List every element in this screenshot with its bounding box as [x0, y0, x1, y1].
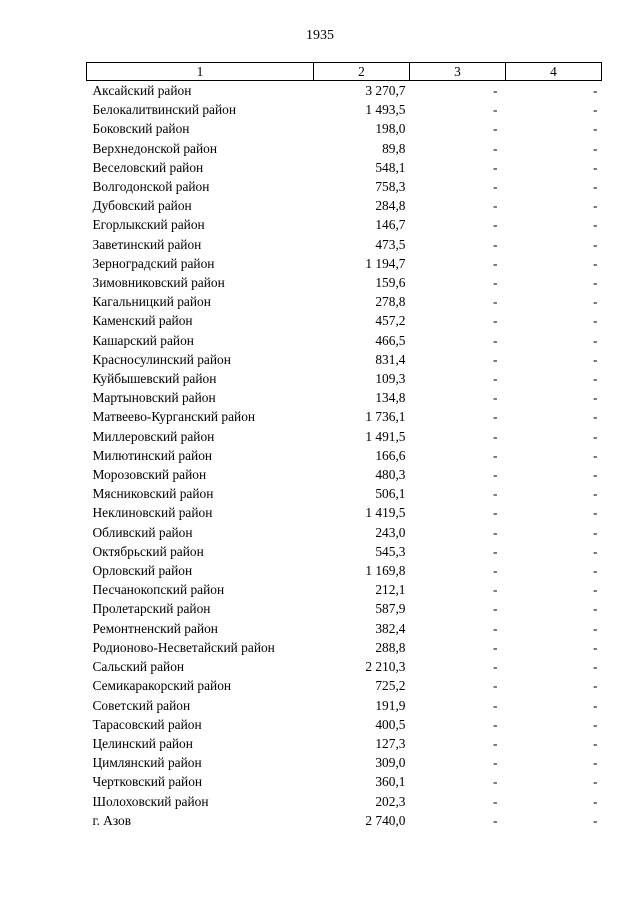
value-col-3: -	[493, 159, 498, 175]
value-col-2: 191,9	[375, 697, 406, 713]
district-name: Аксайский район	[92, 83, 192, 98]
table-row	[87, 523, 602, 542]
value-col-2: 243,0	[375, 524, 406, 540]
table-row	[87, 100, 602, 119]
value-col-2: 1 169,8	[365, 563, 406, 579]
value-col-2: 309,0	[375, 755, 406, 771]
value-col-4: -	[593, 697, 598, 713]
value-col-2: 548,1	[375, 159, 406, 175]
table-row	[87, 715, 602, 734]
value-col-2: 1 194,7	[365, 255, 406, 271]
value-col-3: -	[493, 563, 498, 579]
value-col-4: -	[593, 774, 598, 790]
value-col-4: -	[593, 543, 598, 559]
table-row	[87, 753, 602, 772]
table-row	[87, 696, 602, 715]
value-col-3: -	[493, 83, 498, 98]
value-col-3: -	[493, 428, 498, 444]
header-col-3: 3	[410, 63, 506, 81]
table-row	[87, 484, 602, 503]
district-name: Миллеровский район	[92, 428, 215, 444]
value-col-3: -	[493, 678, 498, 694]
district-name: Белокалитвинский район	[92, 102, 237, 118]
value-col-3: -	[493, 467, 498, 483]
district-name: Милютинский район	[92, 447, 213, 463]
value-col-4: -	[593, 179, 598, 195]
value-col-4: -	[593, 486, 598, 502]
value-col-2: 382,4	[375, 620, 406, 636]
table-row	[87, 81, 602, 101]
value-col-2: 545,3	[375, 543, 406, 559]
value-col-3: -	[493, 371, 498, 387]
district-name: Цимлянский район	[92, 755, 202, 771]
value-col-2: 278,8	[375, 294, 406, 310]
value-col-4: -	[593, 735, 598, 751]
value-col-4: -	[593, 428, 598, 444]
table-row	[87, 446, 602, 465]
value-col-2: 1 491,5	[365, 428, 406, 444]
value-col-3: -	[493, 639, 498, 655]
data-table	[86, 62, 602, 830]
district-name: Ремонтненский район	[92, 620, 218, 636]
district-name: Куйбышевский район	[92, 371, 217, 387]
table-row	[87, 503, 602, 522]
value-col-2: 1 419,5	[365, 505, 406, 521]
district-name: Тарасовский район	[92, 716, 202, 732]
district-name: Семикаракорский район	[92, 678, 232, 694]
value-col-2: 89,8	[382, 140, 406, 156]
value-col-2: 284,8	[375, 198, 406, 214]
value-col-2: 198,0	[375, 121, 406, 137]
value-col-3: -	[493, 121, 498, 137]
value-col-4: -	[593, 563, 598, 579]
district-name: Волгодонской район	[92, 179, 210, 195]
value-col-3: -	[493, 255, 498, 271]
table-row	[87, 254, 602, 273]
value-col-4: -	[593, 716, 598, 732]
district-name: Заветинский район	[92, 236, 202, 252]
district-name: Целинский район	[92, 735, 193, 751]
value-col-3: -	[493, 716, 498, 732]
district-name: Дубовский район	[92, 198, 192, 214]
table-row	[87, 273, 602, 292]
table-row	[87, 292, 602, 311]
value-col-2: 725,2	[375, 678, 406, 694]
value-col-2: 758,3	[375, 179, 406, 195]
district-name: Песчанокопский район	[92, 582, 225, 598]
value-col-3: -	[493, 236, 498, 252]
value-col-4: -	[593, 159, 598, 175]
value-col-2: 400,5	[375, 716, 406, 732]
value-col-4: -	[593, 755, 598, 771]
value-col-2: 212,1	[375, 582, 406, 598]
value-col-2: 480,3	[375, 467, 406, 483]
value-col-3: -	[493, 735, 498, 751]
value-col-4: -	[593, 505, 598, 521]
value-col-3: -	[493, 313, 498, 329]
header-col-1: 1	[87, 63, 314, 81]
value-col-3: -	[493, 697, 498, 713]
district-name: Неклиновский район	[92, 505, 213, 521]
page-number: 1935	[306, 28, 334, 43]
value-col-3: -	[493, 179, 498, 195]
value-col-3: -	[493, 793, 498, 809]
value-col-2: 202,3	[375, 793, 406, 809]
table-row	[87, 177, 602, 196]
value-col-3: -	[493, 659, 498, 675]
value-col-3: -	[493, 102, 498, 118]
value-col-3: -	[493, 351, 498, 367]
value-col-2: 360,1	[375, 774, 406, 790]
value-col-4: -	[593, 582, 598, 598]
district-name: Кагальницкий район	[92, 294, 211, 310]
value-col-3: -	[493, 755, 498, 771]
value-col-3: -	[493, 543, 498, 559]
value-col-4: -	[593, 447, 598, 463]
district-name: Сальский район	[92, 659, 185, 675]
district-name: Советский район	[92, 697, 191, 713]
district-name: Веселовский район	[92, 159, 204, 175]
value-col-2: 146,7	[375, 217, 406, 233]
table-row	[87, 599, 602, 618]
table-row	[87, 196, 602, 215]
value-col-2: 1 736,1	[365, 409, 406, 425]
value-col-2: 1 493,5	[365, 102, 406, 118]
value-col-4: -	[593, 639, 598, 655]
value-col-2: 2 740,0	[365, 812, 406, 828]
value-col-2: 159,6	[375, 275, 406, 291]
value-col-2: 831,4	[375, 351, 406, 367]
value-col-2: 457,2	[375, 313, 406, 329]
table-row	[87, 388, 602, 407]
table-row	[87, 619, 602, 638]
value-col-4: -	[593, 198, 598, 214]
value-col-4: -	[593, 409, 598, 425]
table-row	[87, 119, 602, 138]
value-col-2: 587,9	[375, 601, 406, 617]
district-name: Кашарский район	[92, 332, 194, 348]
value-col-3: -	[493, 447, 498, 463]
value-col-3: -	[493, 774, 498, 790]
table-row	[87, 427, 602, 446]
header-col-2: 2	[314, 63, 410, 81]
value-col-4: -	[593, 678, 598, 694]
value-col-2: 2 210,3	[365, 659, 406, 675]
table-row	[87, 215, 602, 234]
value-col-4: -	[593, 390, 598, 406]
table-row	[87, 465, 602, 484]
table-row	[87, 311, 602, 330]
table-header	[87, 63, 602, 81]
value-col-3: -	[493, 409, 498, 425]
table-row	[87, 792, 602, 811]
district-name: Родионово-Несветайский район	[92, 639, 275, 655]
district-name: Каменский район	[92, 313, 193, 329]
table-row	[87, 638, 602, 657]
value-col-4: -	[593, 313, 598, 329]
value-col-3: -	[493, 620, 498, 636]
value-col-4: -	[593, 601, 598, 617]
value-col-3: -	[493, 390, 498, 406]
district-name: Орловский район	[92, 563, 193, 579]
table-row	[87, 676, 602, 695]
value-col-4: -	[593, 332, 598, 348]
value-col-4: -	[593, 371, 598, 387]
value-col-4: -	[593, 524, 598, 540]
value-col-4: -	[593, 102, 598, 118]
value-col-2: 166,6	[375, 447, 406, 463]
district-name: Шолоховский район	[92, 793, 209, 809]
table-row	[87, 580, 602, 599]
value-col-4: -	[593, 121, 598, 137]
value-col-2: 127,3	[375, 735, 406, 751]
district-name: Октябрьский район	[92, 543, 204, 559]
district-name: Верхнедонской район	[92, 140, 218, 156]
table-row	[87, 407, 602, 426]
value-col-2: 466,5	[375, 332, 406, 348]
table-row	[87, 139, 602, 158]
table-body	[87, 81, 602, 830]
district-name: Мясниковский район	[92, 486, 214, 502]
district-name: Красносулинский район	[92, 351, 231, 367]
value-col-4: -	[593, 351, 598, 367]
district-name: Зимовниковский район	[92, 275, 225, 291]
table-row	[87, 350, 602, 369]
value-col-2: 134,8	[375, 390, 406, 406]
value-col-3: -	[493, 332, 498, 348]
value-col-4: -	[593, 467, 598, 483]
value-col-4: -	[593, 793, 598, 809]
value-col-3: -	[493, 582, 498, 598]
value-col-3: -	[493, 486, 498, 502]
value-col-2: 3 270,7	[365, 83, 406, 98]
value-col-4: -	[593, 255, 598, 271]
value-col-4: -	[593, 217, 598, 233]
header-col-4: 4	[506, 63, 602, 81]
table-row	[87, 235, 602, 254]
value-col-2: 473,5	[375, 236, 406, 252]
value-col-3: -	[493, 198, 498, 214]
value-col-3: -	[493, 140, 498, 156]
table-row	[87, 811, 602, 830]
table-row	[87, 158, 602, 177]
value-col-3: -	[493, 505, 498, 521]
table-row	[87, 331, 602, 350]
table-row	[87, 772, 602, 791]
value-col-3: -	[493, 812, 498, 828]
value-col-4: -	[593, 620, 598, 636]
table-row	[87, 369, 602, 388]
value-col-3: -	[493, 275, 498, 291]
district-name: Обливский район	[92, 524, 193, 540]
value-col-3: -	[493, 294, 498, 310]
value-col-3: -	[493, 217, 498, 233]
value-col-2: 506,1	[375, 486, 406, 502]
value-col-2: 288,8	[375, 639, 406, 655]
district-name: г. Азов	[92, 812, 132, 828]
value-col-4: -	[593, 275, 598, 291]
district-name: Егорлыкский район	[92, 217, 205, 233]
table-row	[87, 561, 602, 580]
value-col-4: -	[593, 812, 598, 828]
value-col-4: -	[593, 294, 598, 310]
district-name: Морозовский район	[92, 467, 207, 483]
value-col-4: -	[593, 83, 598, 98]
value-col-2: 109,3	[375, 371, 406, 387]
value-col-4: -	[593, 659, 598, 675]
table-row	[87, 734, 602, 753]
table-row	[87, 657, 602, 676]
value-col-4: -	[593, 236, 598, 252]
value-col-4: -	[593, 140, 598, 156]
district-name: Боковский район	[92, 121, 190, 137]
district-name: Мартыновский район	[92, 390, 216, 406]
value-col-3: -	[493, 524, 498, 540]
table-row	[87, 542, 602, 561]
header-row	[87, 63, 602, 81]
district-name: Пролетарский район	[92, 601, 211, 617]
district-name: Зерноградский район	[92, 255, 215, 271]
district-name: Матвеево-Курганский район	[92, 409, 256, 425]
value-col-3: -	[493, 601, 498, 617]
district-name: Чертковский район	[92, 774, 203, 790]
